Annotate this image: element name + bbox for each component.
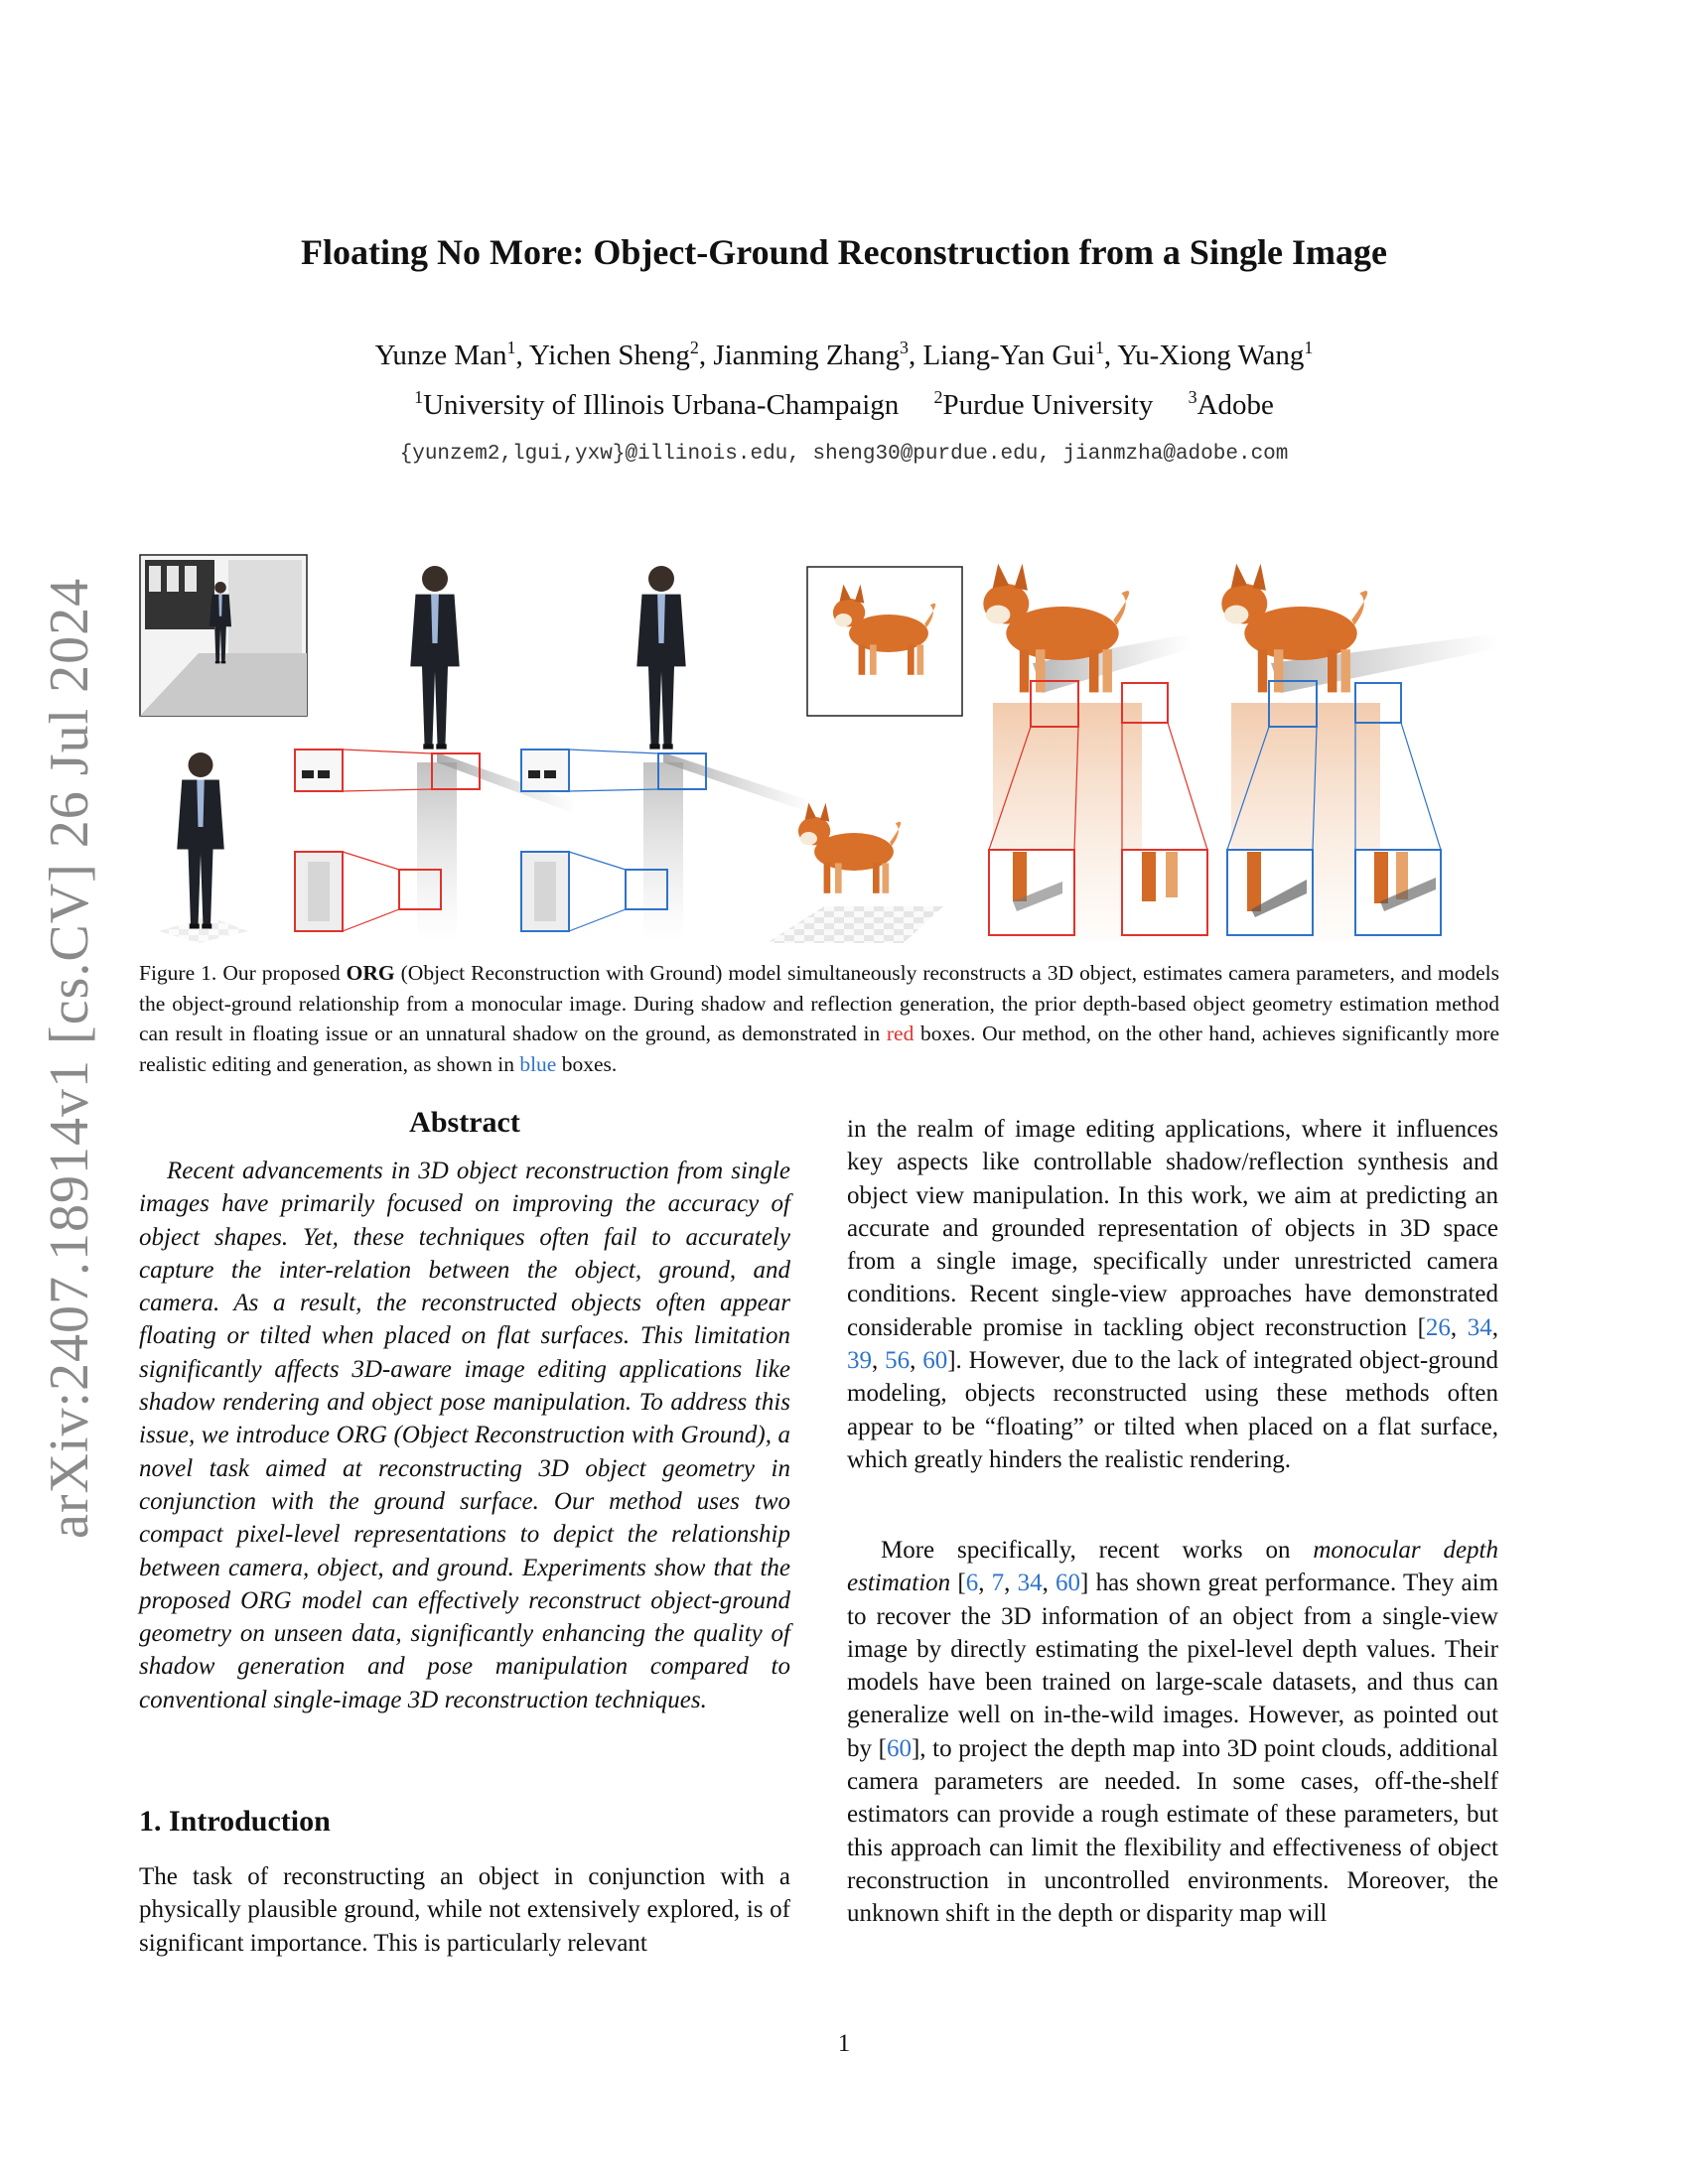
author: Jianming Zhang$^3$	[713, 338, 909, 371]
affiliation: $^3$Adobe	[1188, 387, 1274, 421]
affiliation: $^1$University of Illinois Urbana-Champaign	[414, 387, 900, 421]
author-list: Yunze Man$^1$, Yichen Sheng$^2$, Jianming Zhang$^3$, Liang-Yan Gui$^1$, Yu-Xiong Wang$^1$	[374, 338, 1314, 371]
author: Yu-Xiong Wang$^1$	[1117, 338, 1314, 371]
arxiv-stamp: arXiv:2407.18914v1 [cs.CV] 26 Jul 2024	[39, 577, 100, 1539]
citation-link[interactable]: 26	[1425, 1313, 1451, 1341]
citation-link[interactable]: 60	[922, 1347, 948, 1375]
teaser-figure	[139, 554, 1499, 943]
author-emails: {yunzem2,lgui,yxw}@illinois.edu, sheng30@purdue.edu, jianmzha@adobe.com	[399, 443, 1289, 466]
citation-link[interactable]: 6	[965, 1570, 979, 1597]
author: Yichen Sheng$^2$	[528, 338, 699, 371]
citation-link[interactable]: 60	[1055, 1570, 1081, 1597]
section-heading-introduction: 1. Introduction	[139, 1805, 331, 1838]
citation-link[interactable]: 60	[886, 1734, 912, 1762]
input-photo-dog	[807, 567, 962, 716]
person-on-ground	[159, 752, 248, 943]
citation-link[interactable]: 7	[991, 1570, 1005, 1597]
paper-title: Floating No More: Object-Ground Reconstruction from a Single Image	[301, 232, 1387, 272]
abstract-heading: Abstract	[409, 1106, 520, 1139]
intro-paragraph-right-2: More specifically, recent works on monocular depth estimation [6, 7, 34, 60] has shown great performance. They aim to recover the 3D information of an object from a single-view image by directly estimating the pixel-level depth values. Their models have been trained on large-scale datasets, and thus can generalize well on in-the-wild images. However, as pointed out by [60], to project the depth map into 3D point clouds, additional camera parameters are needed. In some cases, off-the-shelf estimators can provide a rough estimate of these parameters, but this approach can limit the flexibility and effectiveness of object reconstruction in uncontrolled environments. Moreover, the unknown shift in the depth or disparity map will	[847, 1537, 1499, 1928]
abstract-body: Recent advancements in 3D object reconstruction from single images have primarily focused on improving the accuracy of object shapes. Yet, these techniques often fail to accurately capture the inter-relation between the object, ground, and camera. As a result, the reconstructed objects often appear floating or tilted when placed on flat surfaces. This limitation significantly affects 3D-aware image editing applications like shadow rendering and object pose manipulation. To address this issue, we introduce ORG (Object Reconstruction with Ground), a novel task aimed at reconstructing 3D object geometry in conjunction with the ground surface. Our method uses two compact pixel-level representations to depict the relationship between camera, object, and ground. Experiments show that the proposed ORG model can effectively reconstruct object-ground geometry on unseen data, significantly enhancing the quality of shadow generation and pose manipulation compared to conventional single-image 3D reconstruction techniques.	[139, 1158, 790, 1713]
input-photo-person	[140, 555, 307, 716]
citation-link[interactable]: 56	[885, 1347, 911, 1375]
figure-caption: Figure 1. Our proposed ORG (Object Reconstruction with Ground) model simultaneously reconstructs a 3D object, estimates camera parameters, and models the object-ground relationship from a monocular image. During shadow and reflection generation, the prior depth-based object geometry estimation method can result in floating issue or an unnatural shadow on the ground, as demonstrated in red boxes. Our method, on the other hand, achieves significantly more realistic editing and generation, as shown in blue boxes.	[139, 961, 1500, 1076]
intro-paragraph-right-1: in the realm of image editing applications, where it influences key aspects like controllable shadow/reflection synthesis and object view manipulation. In this work, we aim at predicting an accurate and grounded representation of objects in 3D space from a single image, specifically under unrestricted camera conditions. Recent single-view approaches have demonstrated considerable promise in tackling object reconstruction [26, 34, 39, 56, 60]. However, due to the lack of integrated object-ground modeling, objects reconstructed using these methods often appear to be “floating” or tilted when placed on a flat surface, which greatly hinders the realistic rendering.	[847, 1116, 1499, 1473]
affiliation: $^2$Purdue University	[933, 387, 1154, 421]
citation-link[interactable]: 34	[1467, 1313, 1492, 1341]
affiliation-list	[0, 389, 1688, 422]
citation-link[interactable]: 39	[847, 1347, 872, 1375]
author: Liang-Yan Gui$^1$	[922, 338, 1104, 371]
author: Yunze Man$^1$	[374, 338, 516, 371]
page-number: 1	[837, 2030, 851, 2057]
dog-on-ground	[767, 803, 943, 943]
citation-link[interactable]: 34	[1017, 1570, 1043, 1597]
intro-paragraph-left: The task of reconstructing an object in conjunction with a physically plausible ground, while not extensively explored, is of significant importance. This is particularly relevant	[139, 1863, 790, 1957]
